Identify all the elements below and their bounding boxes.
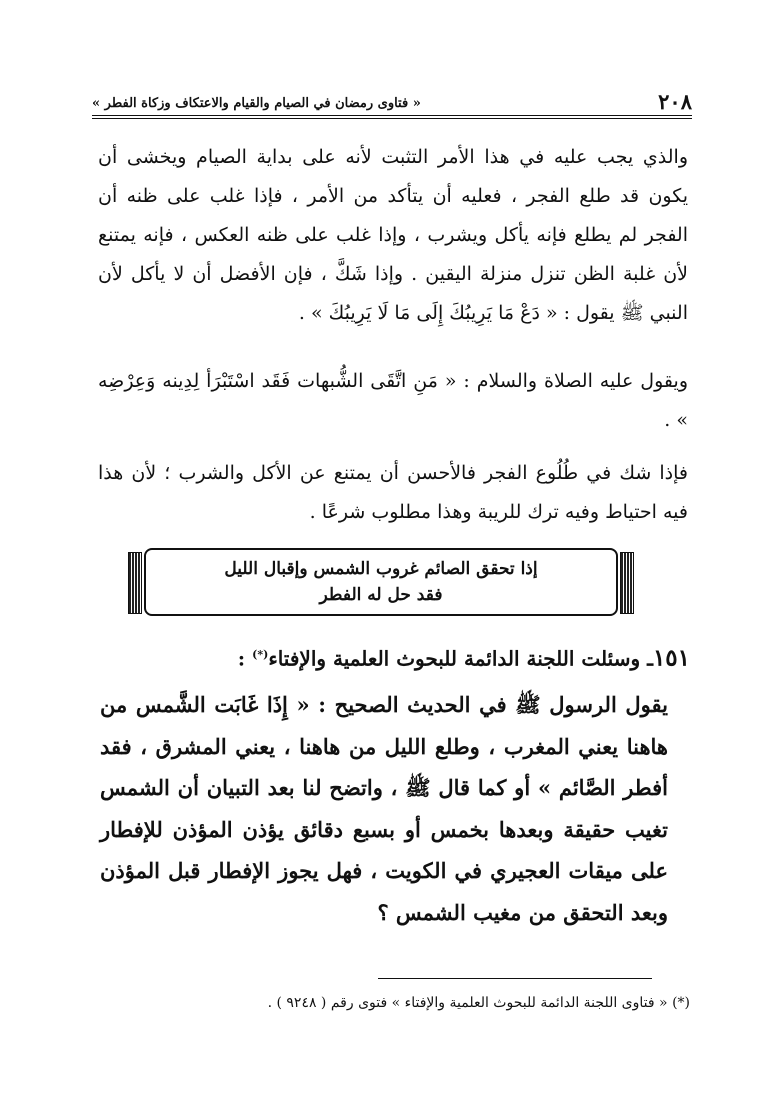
footnote-rule: [378, 978, 652, 979]
section-title-line-2: فقد حل له الفطر: [319, 585, 443, 605]
question-heading-text: ـ وسئلت اللجنة الدائمة للبحوث العلمية والإفتاء: [268, 646, 653, 671]
page-header: [92, 88, 692, 114]
footnote-mark: (*): [672, 995, 690, 1011]
running-title: « فتاوى رمضان في الصيام والقيام والاعتكاف وزكاة الفطر »: [92, 96, 421, 111]
title-box-ornament-right: [620, 552, 634, 614]
question-heading: [98, 640, 690, 674]
paragraph-2: ويقول عليه الصلاة والسلام : « مَنِ اتَّقَى الشُّبهات فَقَد اسْتَبْرَأ لِدِينه وَعِرْضِه » .: [98, 370, 688, 431]
section-title-frame: [144, 548, 618, 616]
question-number: ١٥١: [652, 644, 690, 672]
page-number: ٢٠٨: [658, 89, 692, 114]
paragraph-1: والذي يجب عليه في هذا الأمر التثبت لأنه على بداية الصيام ويخشى أن يكون قد طلع الفجر ، فعليه أن يتأكد من الأمر ، فإذا غلب على ظنه أن الفجر لم يطلع فإنه يأكل ويشرب ، وإذا غلب على ظنه العكس ، فإنه يمتنع لأن غلبة الظن تنزل منزلة اليقين . وإذا شَكَّ ، فإن الأفضل أن لا يأكل لأن النبي ﷺ يقول : « دَعْ مَا يَرِيبُكَ إِلَى مَا لَا يَرِيبُكَ » .: [98, 146, 688, 324]
header-rule: [92, 115, 692, 119]
footnote: [240, 992, 690, 1014]
question-heading-colon: :: [237, 646, 253, 671]
section-title-line-1: إذا تحقق الصائم غروب الشمس وإقبال الليل: [224, 559, 538, 579]
question-body: يقول الرسول ﷺ في الحديث الصحيح : « إِذَا غَابَت الشَّمس من هاهنا يعني المغرب ، وطلع الليل من هاهنا ، يعني المشرق ، فقد أفطر الصَّائم » أو كما قال ﷺ ، واتضح لنا بعد التبيان أن الشمس تغيب حقيقة وبعدها بخمس أو بسبع دقائق يؤذن المؤذن للإفطار على ميقات العجيري في الكويت ، فهل يجوز الإفطار قبل المؤذن وبعد التحقق من مغيب الشمس ؟: [100, 692, 668, 925]
footnote-reference: (*): [252, 648, 269, 661]
footnote-text: « فتاوى اللجنة الدائمة للبحوث العلمية والإفتاء » فتوى رقم ( ٩٢٤٨ ) .: [267, 995, 673, 1011]
paragraph-3: فإذا شك في طُلُوع الفجر فالأحسن أن يمتنع عن الأكل والشرب ؛ لأن هذا فيه احتياط وفيه ترك للريبة وهذا مطلوب شرعًا .: [98, 462, 688, 523]
section-title-box: [128, 548, 634, 616]
title-box-ornament-left: [128, 552, 142, 614]
